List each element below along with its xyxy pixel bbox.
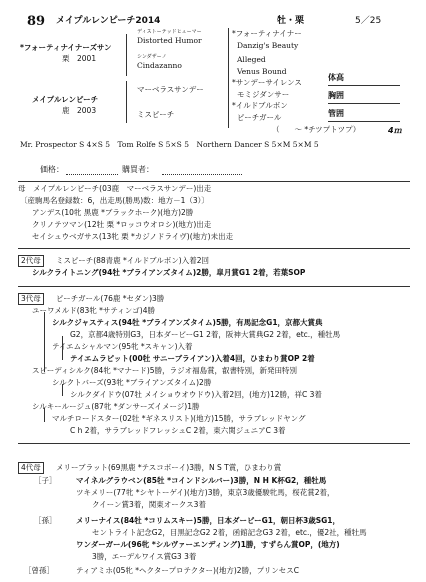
dam4-line: ツキメリー(77牝 *シヤトーゲイ)(地方)3勝，東京3歳優駿牝馬，桜花賞2着， bbox=[76, 488, 335, 497]
horse-title: メイプルレンピーチ2014 bbox=[56, 16, 161, 26]
pedigree-g8: ピーチガール bbox=[237, 113, 282, 122]
divider bbox=[18, 443, 410, 444]
dam-foal: セイシュウベガサス(13牝 栗 *カジノドライヴ)(地方)未出走 bbox=[32, 232, 234, 241]
dam-dam: ミスピーチ bbox=[137, 110, 175, 119]
dam-heading: 母 メイプルレンピーチ(03鹿 マーベラスサンデー)出走 bbox=[18, 184, 212, 193]
dam4-heading: メリーブラット(69黒鹿 *テスコボーイ)3勝，N S T賞，ひまわり賞 bbox=[56, 463, 282, 472]
dam3-line: テイエムラピット(00牡 サニーブライアン)入着4回，ひまわり賞OP 2着 bbox=[70, 354, 315, 363]
bracket-line bbox=[126, 34, 127, 76]
dam-sire: マーベラスサンデー bbox=[137, 85, 204, 94]
dam2-heading: ミスピーチ(88青鹿 *イルドブルボン)入着2回 bbox=[56, 256, 209, 265]
divider bbox=[18, 181, 410, 182]
dam4-tag-great-grandchild: ［曾孫］ bbox=[24, 566, 54, 575]
pedigree-g3: Alleged bbox=[237, 55, 266, 64]
dam3-line: シルクトバーズ(93牝 *ブライアンズタイム)2勝 bbox=[52, 378, 212, 387]
dam2-tag-label: 2代母 bbox=[18, 255, 44, 267]
dam3-line: ユーワメルド(83牝 *サティンゴ)4勝 bbox=[32, 306, 155, 315]
dam4-tag bbox=[18, 462, 44, 474]
dam4-line: セントライト記念G2，目黒記念G2 2着，函館記念G3 2着，etc.，優2社，種牡馬 bbox=[92, 528, 367, 537]
dam3-line: シルキールージュ(87牝 *ダンサーズイメージ)1勝 bbox=[32, 402, 200, 411]
dam3-line: シルクダイドウ(07牡 メイショウオウドウ)入着2回，(地方)12勝，祥C 3着 bbox=[70, 390, 322, 399]
dam2-line: シルクライトニング(94牡 *ブライアンズタイム)2勝，皐月賞G1 2着，若葉SOP bbox=[32, 268, 306, 277]
pedigree-g5: *サンデーサイレンス bbox=[232, 78, 302, 87]
dam-record: 〔産駒馬名登録数：6，出走馬(勝馬)数：地方－1（3）〕 bbox=[20, 196, 209, 205]
sire-sire-kana: ディストーテッドヒューマー bbox=[137, 29, 202, 35]
buyer-field bbox=[162, 174, 242, 175]
dam3-line: テイエムシャルマン(95牝 *スキャン)入着 bbox=[52, 342, 193, 351]
chest-label: 胸囲 bbox=[328, 91, 344, 100]
dam3-line: C h 2着，サラブレッドフレッシュC 2着，東六関ジュニアC 3着 bbox=[70, 426, 286, 435]
inbreeding-line: Mr. Prospector S 4×S 5 Tom Rolfe S 5×S 5 Northern Dancer S 5×M 5×M 5 bbox=[20, 140, 319, 149]
cannon-field bbox=[328, 121, 400, 122]
dam4-line: メリーナイス(84牡 *コリムスキー)5勝，日本ダービーG1，朝日杯3歳SG1， bbox=[76, 516, 341, 525]
birth-date: 5／25 bbox=[355, 16, 382, 26]
bracket-line bbox=[126, 81, 127, 123]
pedigree-g6: モミジダンサー bbox=[237, 90, 290, 99]
sire-info: 栗 2001 bbox=[62, 54, 97, 63]
tree-line bbox=[44, 408, 45, 422]
sire-name: *フォーティナイナーズサン bbox=[20, 43, 112, 52]
lot-number: 89 bbox=[27, 14, 46, 29]
bracket-line bbox=[228, 28, 229, 128]
dam4-tag-label: 4代母 bbox=[18, 462, 44, 474]
dam4-line: ワンダーガール(96牝 *シルヴァーエンディング)1勝，すずらん賞OP，(地方) bbox=[76, 540, 340, 549]
dam3-line: スピーディシルク(84牝 *マナード)5勝，ラジオ福島賞，叡書特別，新発田特別 bbox=[32, 366, 298, 375]
divider bbox=[18, 286, 410, 287]
price-label: 価格： bbox=[40, 165, 64, 174]
chest-mark: 4ｍ bbox=[388, 126, 402, 135]
dam3-tag bbox=[18, 293, 44, 305]
height-label: 体高 bbox=[328, 73, 344, 82]
buyer-label: 購買者： bbox=[122, 165, 154, 174]
dam3-line: G2，京都4歳特別G3，日本ダービーG1 2着，阪神大賞典G2 2着，etc.，種牡馬 bbox=[70, 330, 341, 339]
tree-line bbox=[62, 384, 63, 396]
dam-name: メイプルレンピーチ bbox=[32, 95, 99, 104]
pedigree-g4: Venus Bound bbox=[237, 67, 287, 76]
pedigree-g7: *イルドブルボン bbox=[232, 101, 288, 110]
chest-field bbox=[328, 103, 400, 104]
sire-sire: Distorted Humor bbox=[137, 36, 202, 45]
price-field bbox=[66, 174, 118, 175]
dam2-tag bbox=[18, 255, 44, 267]
tree-line bbox=[44, 312, 45, 372]
dam3-heading: ピーチガール(76鹿 *セダン)3勝 bbox=[56, 294, 165, 303]
dam4-line: クイーン賞3着，関東オークス3着 bbox=[92, 500, 206, 509]
dam4-line: 3勝，エーデルワイス賞G3 3着 bbox=[92, 552, 197, 561]
sire-dam: Cindazanno bbox=[137, 61, 182, 70]
pedigree-g1: *フォーティナイナー bbox=[232, 29, 302, 38]
dam4-line: ティアミホ(05牝 *ヘクタープロテクター)(地方)2勝，プリンセスC bbox=[76, 566, 300, 575]
height-field bbox=[328, 85, 400, 86]
dam-foal: アンデス(10牝 黒鹿 *ブラックホーク)(地方)2勝 bbox=[32, 208, 194, 217]
cannon-label: 管囲 bbox=[328, 109, 344, 118]
dam4-tag-child: ［子］ bbox=[34, 476, 57, 485]
sire-dam-kana: シンダザーノ bbox=[137, 54, 167, 60]
divider bbox=[18, 248, 410, 249]
dam3-tag-label: 3代母 bbox=[18, 293, 44, 305]
pedigree-g9: （ ～ *チツプトツプ） bbox=[272, 125, 361, 134]
dam4-line: マイネルグラウベン(85牡 *コインドシルバー)3勝，N H K杯G2，種牡馬 bbox=[76, 476, 327, 485]
tree-line bbox=[62, 336, 63, 360]
dam-foal: クリノテツマン(12牡 栗 *ロッコウオロシ)(地方)出走 bbox=[32, 220, 212, 229]
pedigree-g2: Danzig's Beauty bbox=[237, 41, 299, 50]
dam4-tag-grandchild: ［孫］ bbox=[34, 516, 57, 525]
dam3-line: マルチロードスター(02牡 *ギネスリスト)(地方)15勝，サラブレッドヤング bbox=[52, 414, 306, 423]
dam3-line: シルクジャスティス(94牡 *ブライアンズタイム)5勝，有馬記念G1，京都大賞典 bbox=[52, 318, 323, 327]
dam-info: 鹿 2003 bbox=[62, 106, 97, 115]
sex-color: 牡・栗 bbox=[277, 16, 305, 26]
